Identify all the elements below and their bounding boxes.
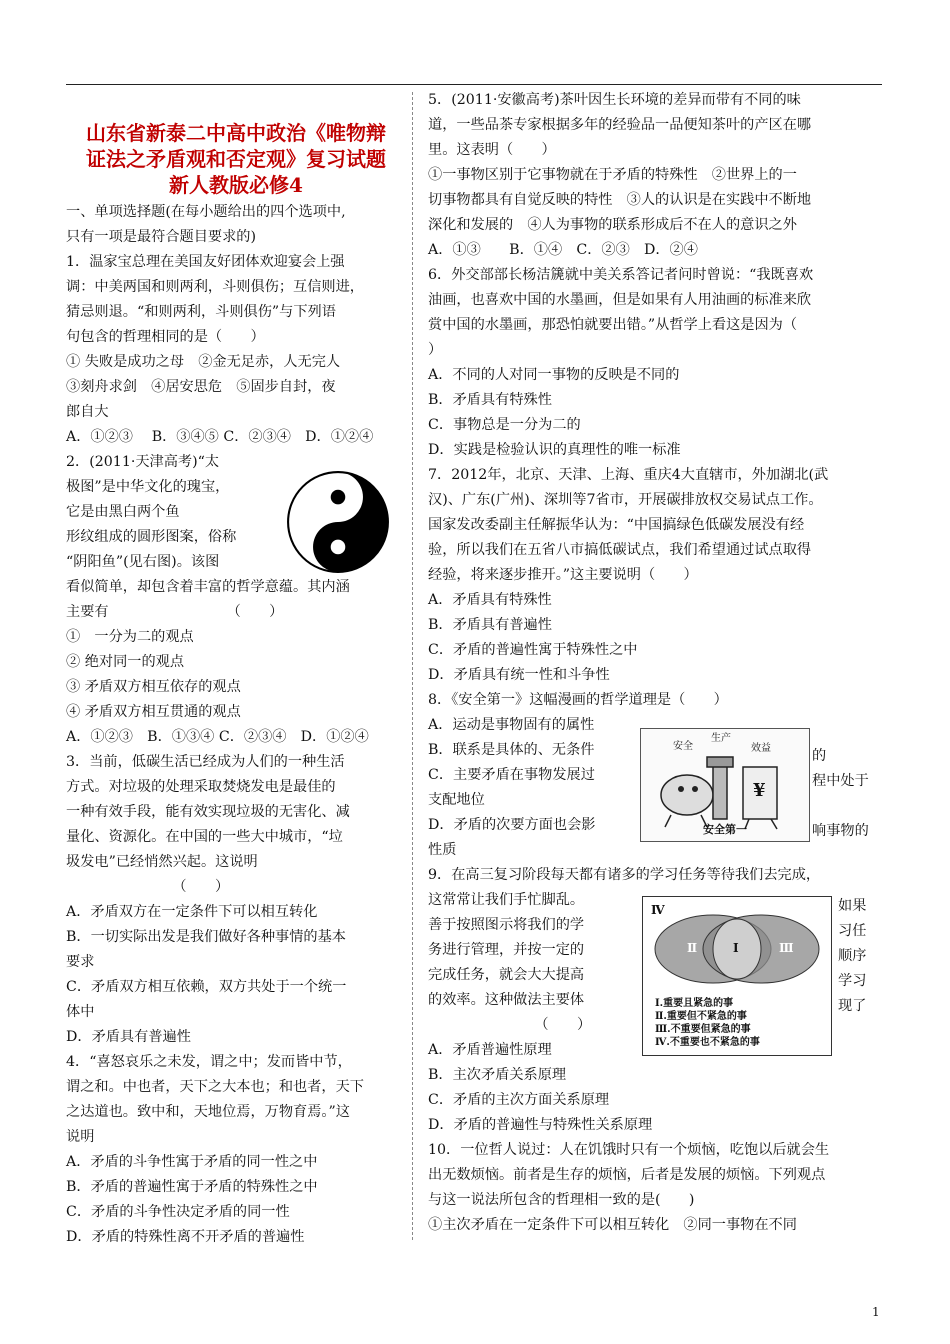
cartoon-caption: 安全第一: [703, 823, 747, 836]
text-line: 调：中美两国和则两利，斗则俱伤；互信则进，: [66, 279, 364, 295]
text-line: 8．《安全第一》这幅漫画的哲学道理是（ ）: [428, 692, 728, 708]
text-line: C．矛盾双方相互依赖，双方共处于一个统一: [66, 979, 347, 995]
text-line: 要求: [66, 954, 95, 970]
text-line: “阴阳鱼”(见右图)。该图: [66, 554, 220, 570]
text-line: 的效率。这种做法主要体: [428, 992, 585, 1008]
text-line: （ ）: [66, 879, 230, 895]
text-line: A．运动是事物固有的属性: [428, 717, 595, 733]
q9-tail-4: 学习: [838, 973, 867, 989]
left-question-text: [66, 250, 406, 1250]
text-line: 5．(2011·安徽高考)茶叶因生长环境的差异而带有不同的味: [428, 92, 801, 108]
q9-tail-5: 现了: [838, 998, 867, 1014]
text-line: C．矛盾的主次方面关系原理: [428, 1092, 610, 1108]
text-line: 这常常让我们手忙脚乱。: [428, 892, 585, 908]
text-line: A．矛盾普遍性原理: [428, 1042, 552, 1058]
text-line: 圾发电”已经悄然兴起。这说明: [66, 854, 258, 870]
text-line: D．矛盾具有统一性和斗争性: [428, 667, 610, 683]
text-line: 量化、资源化。在中国的一些大中城市，“垃: [66, 829, 343, 845]
text-line: 它是由黑白两个鱼: [66, 504, 180, 520]
text-line: 体中: [66, 1004, 95, 1020]
text-line: 10．一位哲人说过：人在饥饿时只有一个烦恼，吃饱以后就会生: [428, 1142, 830, 1158]
section-heading: 一、单项选择题(在每小题给出的四个选项中,: [66, 204, 346, 220]
text-line: 句包含的哲理相同的是（ ）: [66, 329, 265, 345]
venn-region-2: Ⅱ: [687, 941, 698, 955]
text-line: D．矛盾具有普遍性: [66, 1029, 191, 1045]
text-line: C．矛盾的普遍性寓于特殊性之中: [428, 642, 638, 658]
text-line: ③刻舟求剑 ④居安思危 ⑤固步自封，夜: [66, 379, 336, 395]
text-line: 切事物都具有自觉反映的特性 ③人的认识是在实践中不断地: [428, 192, 812, 208]
title-line: 山东省新泰二中高中政治《唯物辩: [86, 121, 386, 145]
text-line: 验，所以我们在五省八市搞低碳试点，我们希望通过试点取得: [428, 542, 812, 558]
text-line: ④ 矛盾双方相互贯通的观点: [66, 704, 241, 720]
text-line: B．一切实际出发是我们做好各种事情的基本: [66, 929, 346, 945]
text-line: D．矛盾的普遍性与特殊性关系原理: [428, 1117, 653, 1133]
venn-region-3: Ⅲ: [779, 941, 794, 955]
text-line: B．矛盾的普遍性寓于矛盾的特殊性之中: [66, 1179, 318, 1195]
text-line: 方式。对垃圾的处理采取焚烧发电是最佳的: [66, 779, 336, 795]
text-line: 郎自大: [66, 404, 109, 420]
page-number: 1: [872, 1305, 880, 1319]
text-line: 说明: [66, 1129, 95, 1145]
cartoon-label-benefit: 效益: [751, 743, 771, 754]
text-line: ①主次矛盾在一定条件下可以相互转化 ②同一事物在不同: [428, 1217, 797, 1233]
text-line: A．不同的人对同一事物的反映是不同的: [428, 367, 680, 383]
venn-legend-item: Ⅱ.重要但不紧急的事: [655, 1011, 747, 1022]
yin-yang-icon: [286, 470, 390, 574]
text-line: ① 一分为二的观点: [66, 629, 194, 645]
text-line: 赏中国的水墨画，那恐怕就要出错。”从哲学上看这是因为（: [428, 317, 798, 333]
text-line: ② 绝对同一的观点: [66, 654, 185, 670]
text-line: A．矛盾具有特殊性: [428, 592, 552, 608]
q9-tail-1: 如果: [838, 898, 867, 914]
text-line: A．①②③ B．③④⑤ C．②③④ D．①②④: [66, 429, 374, 445]
text-line: B．主次矛盾关系原理: [428, 1067, 567, 1083]
text-line: ①一事物区别于它事物就在于矛盾的特殊性 ②世界上的一: [428, 167, 797, 183]
text-line: 9．在高三复习阶段每天都有诸多的学习任务等待我们去完成，: [428, 867, 821, 883]
text-line: （ ）: [428, 1017, 592, 1033]
q8-tail-1: 的: [812, 748, 827, 764]
text-line: 极图”是中华文化的瑰宝，: [66, 479, 230, 495]
text-line: 主要有 （ ）: [66, 604, 284, 620]
title-line: 证法之矛盾观和否定观》复习试题: [86, 147, 386, 171]
q9-tail-3: 顺序: [838, 948, 867, 964]
title-line: 新人教版必修4: [169, 173, 303, 197]
q9-tail-2: 习任: [838, 923, 867, 939]
text-line: 里。这表明（ ）: [428, 142, 556, 158]
text-line: 形纹组成的圆形图案，俗称: [66, 529, 237, 545]
text-line: 出无数烦恼。前者是生存的烦恼，后者是发展的烦恼。下列观点: [428, 1167, 826, 1183]
text-line: 一种有效手段，能有效实现垃圾的无害化、减: [66, 804, 350, 820]
text-line: ）: [428, 342, 443, 358]
text-line: 善于按照图示将我们的学: [428, 917, 585, 933]
text-line: ③ 矛盾双方相互依存的观点: [66, 679, 241, 695]
text-line: C．主要矛盾在事物发展过: [428, 767, 595, 783]
right-column: [428, 88, 884, 1238]
text-line: 4．“喜怒哀乐之未发，谓之中；发而皆中节，: [66, 1054, 352, 1070]
text-line: 1．温家宝总理在美国友好团体欢迎宴会上强: [66, 254, 345, 270]
text-line: D．矛盾的特殊性离不开矛盾的普遍性: [66, 1229, 305, 1245]
text-line: 谓之和。中也者，天下之大本也；和也者，天下: [66, 1079, 364, 1095]
text-line: 道，一些品茶专家根据多年的经验品一品便知茶叶的产区在哪: [428, 117, 812, 133]
coin-symbol: ¥: [753, 780, 766, 801]
text-line: A．矛盾双方在一定条件下可以相互转化: [66, 904, 318, 920]
text-line: B．矛盾具有特殊性: [428, 392, 552, 408]
text-line: B．矛盾具有普遍性: [428, 617, 552, 633]
text-line: 2．(2011·天津高考)“太: [66, 454, 220, 470]
text-line: A．①②③ B．①③④ C．②③④ D．①②④: [66, 729, 369, 745]
cartoon-label-safety: 安全: [673, 741, 693, 752]
text-line: A．矛盾的斗争性寓于矛盾的同一性之中: [66, 1154, 318, 1170]
text-line: 完成任务，就会大大提高: [428, 967, 585, 983]
text-line: 看似简单，却包含着丰富的哲学意蕴。其内涵: [66, 579, 350, 595]
text-line: 支配地位: [428, 792, 485, 808]
text-line: 国家发改委副主任解振华认为：“中国搞绿色低碳发展没有经: [428, 517, 805, 533]
text-line: 油画，也喜欢中国的水墨画，但是如果有人用油画的标准来欣: [428, 292, 812, 308]
q8-tail-2: 程中处于: [812, 773, 869, 789]
cartoon-label-production: 生产: [711, 733, 731, 744]
venn-quadrant-label: Ⅳ: [651, 903, 665, 917]
text-line: 经验，将来逐步推开。”这主要说明（ ）: [428, 567, 698, 583]
text-line: 深化和发展的 ④人为事物的联系形成后不在人的意识之外: [428, 217, 797, 233]
text-line: 性质: [428, 842, 457, 858]
text-line: 6．外交部部长杨洁篪就中美关系答记者问时曾说：“我既喜欢: [428, 267, 814, 283]
venn-region-1: Ⅰ: [733, 941, 739, 955]
safety-cartoon: [640, 728, 810, 842]
venn-legend: [655, 997, 760, 1049]
text-line: 汉)、广东(广州)、深圳等7省市，开展碳排放权交易试点工作。: [428, 492, 823, 508]
text-line: C．事物总是一分为二的: [428, 417, 581, 433]
text-line: A．①③ B．①④ C．②③ D．②④: [428, 242, 698, 258]
venn-legend-item: Ⅰ.重要且紧急的事: [655, 998, 734, 1009]
column-divider: [412, 92, 413, 1240]
venn-legend-item: Ⅲ.不重要但紧急的事: [655, 1024, 751, 1035]
text-line: 7．2012年，北京、天津、上海、重庆4大直辖市，外加湖北(武: [428, 467, 829, 483]
text-line: 务进行管理，并按一定的: [428, 942, 585, 958]
text-line: 与这一说法所包含的哲理相一致的是( ): [428, 1192, 695, 1208]
text-line: 3．当前，低碳生活已经成为人们的一种生活: [66, 754, 345, 770]
top-rule: [66, 84, 882, 85]
venn-legend-item: Ⅳ.不重要也不紧急的事: [655, 1037, 760, 1048]
text-line: D．矛盾的次要方面也会影: [428, 817, 596, 833]
text-line: D．实践是检验认识的真理性的唯一标准: [428, 442, 681, 458]
text-line: 之达道也。致中和，天地位焉，万物育焉。”这: [66, 1104, 350, 1120]
document-title: [66, 120, 406, 198]
left-column: [66, 88, 406, 1250]
section-heading: 只有一项是最符合题目要求的): [66, 229, 256, 245]
text-line: 猜忌则退。“和则两利，斗则俱伤”与下列语: [66, 304, 336, 320]
right-question-text: [428, 88, 884, 1238]
text-line: C．矛盾的斗争性决定矛盾的同一性: [66, 1204, 290, 1220]
text-line: ① 失败是成功之母 ②金无足赤，人无完人: [66, 354, 341, 370]
text-line: B．联系是具体的、无条件: [428, 742, 595, 758]
venn-diagram: [642, 896, 832, 1056]
q8-tail-3: 响事物的: [812, 823, 869, 839]
